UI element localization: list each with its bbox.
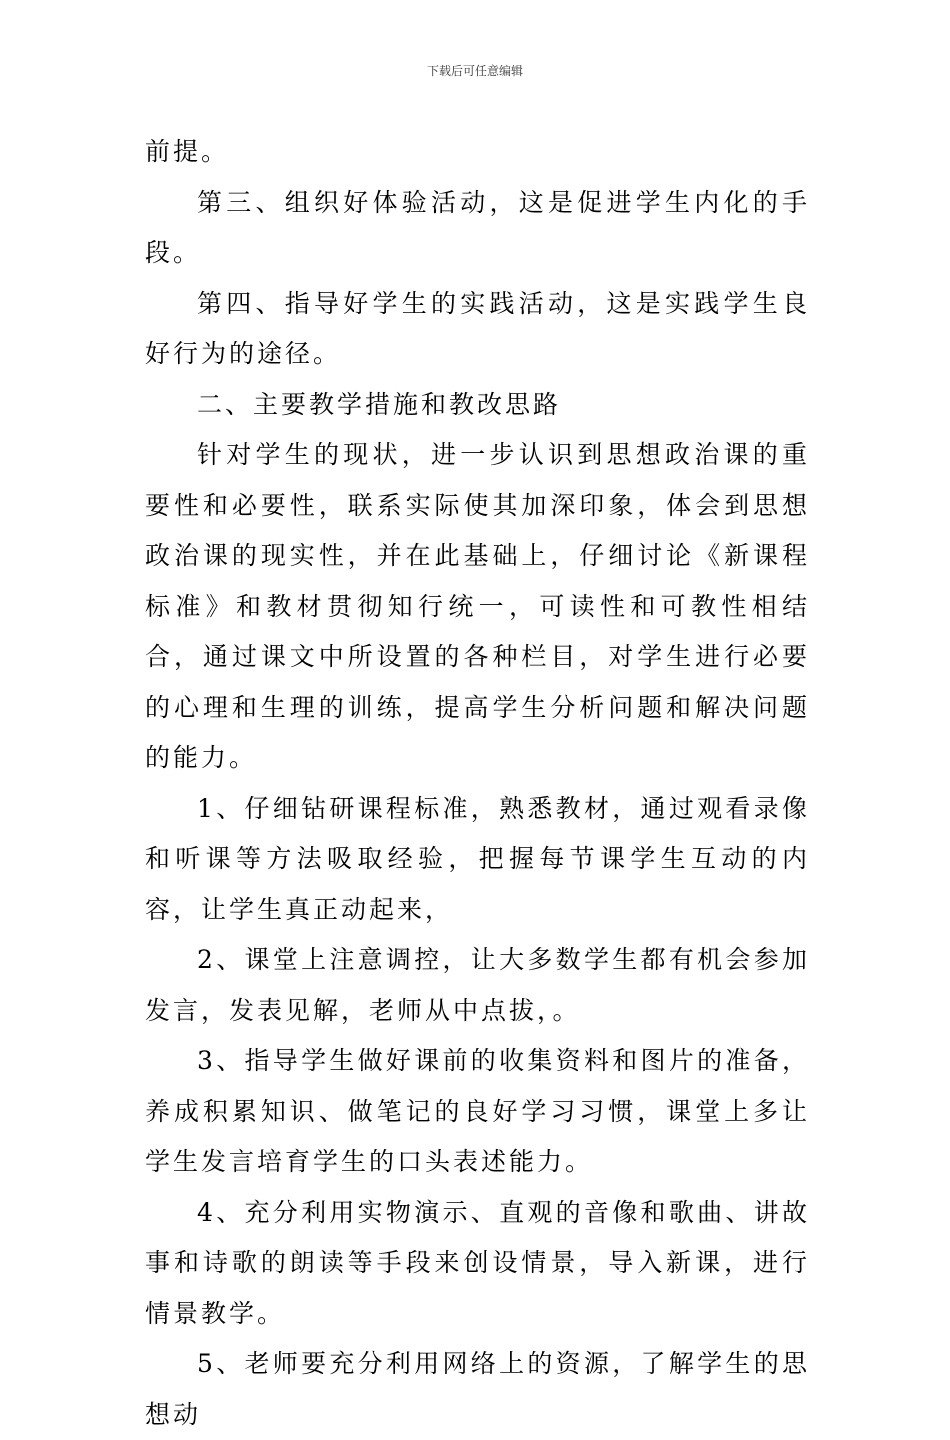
list-item-3: 3、指导学生做好课前的收集资料和图片的准备，养成积累知识、做笔记的良好学习习惯，课堂上多让学生发言培育学生的口头表述能力。 xyxy=(145,1046,810,1176)
paragraph-intro-measures: 针对学生的现状，进一步认识到思想政治课的重要性和必要性，联系实际使其加深印象，体会到思想政治课的现实性，并在此基础上，仔细讨论《新课程标准》和教材贯彻知行统一，可读性和可教性相结合，通过课文中所设置的各种栏目，对学生进行必要的心理和生理的训练，提高学生分析问题和解决问题的能力。 xyxy=(145,440,810,772)
paragraph-point-three: 第三、组织好体验活动，这是促进学生内化的手段。 xyxy=(145,187,810,267)
page-header: 下载后可任意编辑 xyxy=(426,64,523,78)
list-item-5: 5、老师要充分利用网络上的资源，了解学生的思想动 xyxy=(145,1349,810,1429)
section-heading-measures: 二、主要教学措施和教改思路 xyxy=(197,389,562,419)
list-item-1: 1、仔细钻研课程标准，熟悉教材，通过观看录像和听课等方法吸取经验，把握每节课学生互动的内容，让学生真正动起来， xyxy=(145,793,810,924)
list-item-4: 4、充分利用实物演示、直观的音像和歌曲、讲故事和诗歌的朗读等手段来创设情景，导入新课，进行情景教学。 xyxy=(145,1197,810,1328)
paragraph-point-four: 第四、指导好学生的实践活动，这是实践学生良好行为的途径。 xyxy=(145,288,810,368)
list-item-2: 2、课堂上注意调控，让大多数学生都有机会参加发言，发表见解，老师从中点拔，。 xyxy=(145,945,810,1025)
paragraph-continuation: 前提。 xyxy=(145,137,230,166)
document-body xyxy=(145,127,810,1440)
